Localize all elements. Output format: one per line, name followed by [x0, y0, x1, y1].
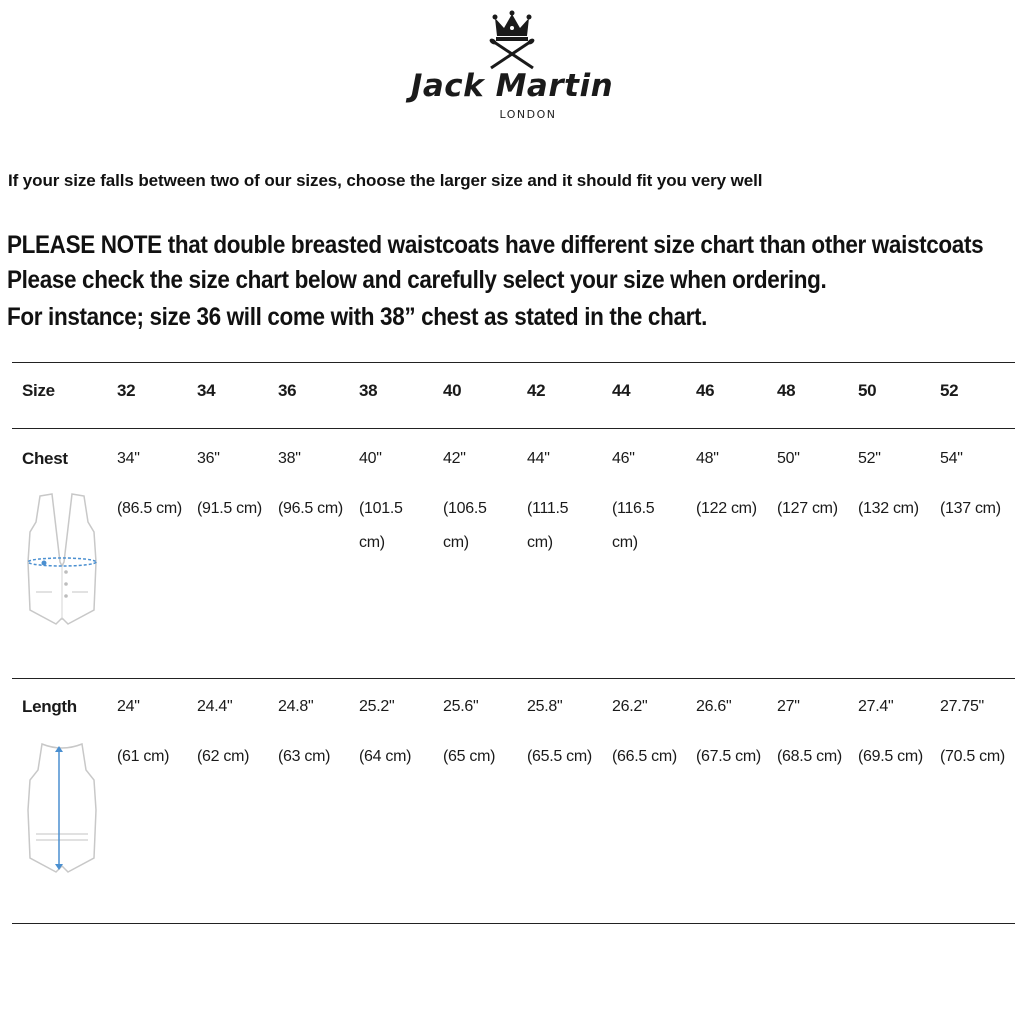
chest-cm-cell: (137 cm) — [940, 500, 1001, 517]
length-inch-cell: 25.8" — [527, 698, 563, 715]
chest-cm-cell: (122 cm) — [696, 500, 757, 517]
length-cm-cell: (69.5 cm) — [858, 748, 923, 765]
table-rule-middle — [12, 678, 1015, 679]
brand-subtitle: LONDON — [499, 108, 557, 121]
length-inch-cell: 24" — [117, 698, 140, 715]
table-rule-top — [12, 362, 1015, 363]
chest-inch-cell: 40" — [359, 450, 382, 467]
table-rule-bottom — [12, 923, 1015, 924]
length-inch-cell: 26.2" — [612, 698, 648, 715]
length-inch-cell: 24.4" — [197, 698, 233, 715]
length-cm-cell: (65 cm) — [443, 748, 496, 765]
length-inch-cell: 24.8" — [278, 698, 314, 715]
length-inch-cell: 26.6" — [696, 698, 732, 715]
chest-cm-cell: (111.5 cm) — [527, 500, 569, 551]
chest-inch-cell: 38" — [278, 450, 301, 467]
chest-cm-cell: (86.5 cm) — [117, 500, 182, 517]
size-cell: 38 — [359, 381, 378, 400]
length-cm-cell: (70.5 cm) — [940, 748, 1005, 765]
table-rule-header — [12, 428, 1015, 429]
waistcoat-length-measure-icon — [22, 740, 102, 876]
waistcoat-chest-measure-icon — [22, 492, 102, 628]
chest-cm-cell: (132 cm) — [858, 500, 919, 517]
chest-cm-cell: (106.5 cm) — [443, 500, 487, 551]
size-cell: 36 — [278, 381, 297, 400]
size-advice-text: If your size falls between two of our sizes, choose the larger size and it should fit you very well — [8, 171, 763, 190]
size-cell: 40 — [443, 381, 462, 400]
chest-cm-cell: (127 cm) — [777, 500, 838, 517]
length-cm-cell: (64 cm) — [359, 748, 412, 765]
chest-inch-cell: 48" — [696, 450, 719, 467]
chest-inch-cell: 34" — [117, 450, 140, 467]
length-cm-cell: (65.5 cm) — [527, 748, 592, 765]
size-row-label: Size — [22, 381, 55, 400]
length-cm-cell: (68.5 cm) — [777, 748, 842, 765]
note-line-2: Please check the size chart below and carefully select your size when ordering. — [7, 266, 827, 294]
length-inch-cell: 27.4" — [858, 698, 894, 715]
length-inch-cell: 27.75" — [940, 698, 984, 715]
chest-row-label: Chest — [22, 449, 68, 468]
length-row-label: Length — [22, 697, 77, 716]
chest-inch-cell: 42" — [443, 450, 466, 467]
size-cell: 48 — [777, 381, 796, 400]
brand-name: Jack Martin — [410, 68, 614, 104]
length-cm-cell: (61 cm) — [117, 748, 170, 765]
chest-cm-cell: (116.5 cm) — [612, 500, 655, 551]
size-cell: 34 — [197, 381, 216, 400]
length-cm-cell: (63 cm) — [278, 748, 331, 765]
size-cell: 32 — [117, 381, 136, 400]
size-cell: 44 — [612, 381, 631, 400]
length-inch-cell: 25.2" — [359, 698, 395, 715]
size-cell: 50 — [858, 381, 877, 400]
length-inch-cell: 27" — [777, 698, 800, 715]
chest-cm-cell: (101.5 cm) — [359, 500, 403, 551]
chest-inch-cell: 46" — [612, 450, 635, 467]
size-cell: 42 — [527, 381, 546, 400]
chest-inch-cell: 54" — [940, 450, 963, 467]
length-cm-cell: (66.5 cm) — [612, 748, 677, 765]
chest-inch-cell: 44" — [527, 450, 550, 467]
note-line-3: For instance; size 36 will come with 38” chest as stated in the chart. — [7, 303, 708, 331]
note-line-1: PLEASE NOTE that double breasted waistcoats have different size chart than other waistcoats — [7, 231, 984, 259]
length-cm-cell: (67.5 cm) — [696, 748, 761, 765]
chest-inch-cell: 50" — [777, 450, 800, 467]
chest-cm-cell: (91.5 cm) — [197, 500, 262, 517]
chest-inch-cell: 52" — [858, 450, 881, 467]
length-cm-cell: (62 cm) — [197, 748, 250, 765]
size-cell: 52 — [940, 381, 959, 400]
crown-crossed-needles-icon — [477, 10, 547, 70]
size-cell: 46 — [696, 381, 715, 400]
chest-cm-cell: (96.5 cm) — [278, 500, 343, 517]
length-inch-cell: 25.6" — [443, 698, 479, 715]
chest-inch-cell: 36" — [197, 450, 220, 467]
